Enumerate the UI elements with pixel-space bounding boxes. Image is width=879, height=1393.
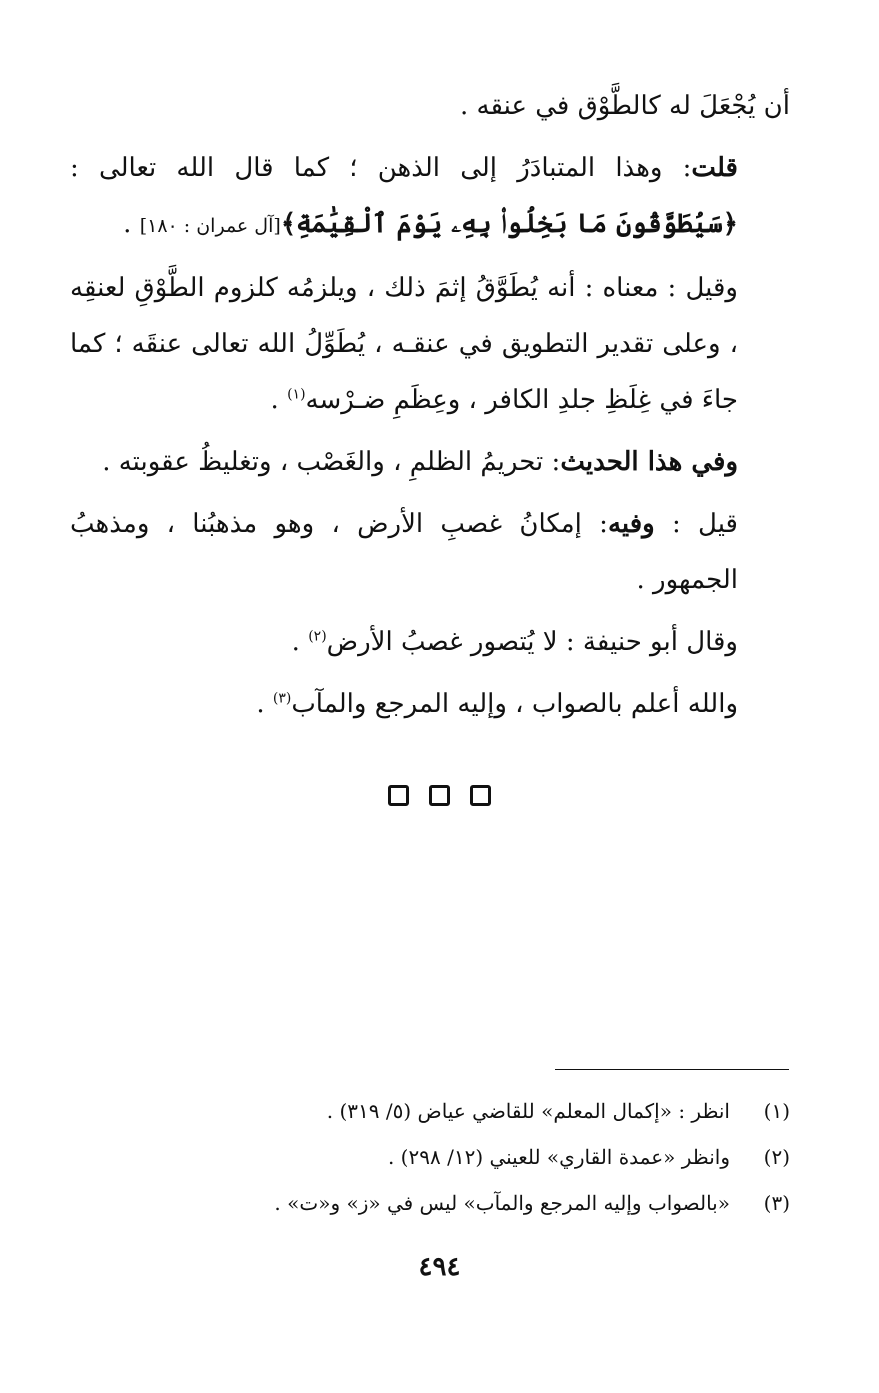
paragraph-4: وفي هذا الحديث: تحريمُ الظلمِ ، والغَصْب ، وتغليظُ عقوبته .	[102, 447, 738, 477]
footnote-marker-2[interactable]: (٢)	[308, 628, 327, 645]
separator-square-icon	[388, 785, 409, 806]
paragraph-4-lead: وفي هذا الحديث	[560, 447, 738, 477]
footnote-text: وانظر «عمدة القاري» للعيني (١٢/ ٢٩٨) .	[387, 1145, 730, 1169]
page-number: ٤٩٤	[418, 1252, 461, 1282]
footnote-2	[70, 1134, 790, 1180]
paragraph-2-lead: قلت	[691, 153, 738, 183]
footnote-marker-1[interactable]: (١)	[287, 386, 306, 403]
main-text	[70, 78, 790, 738]
paragraph-6: وقال أبو حنيفة : لا يُتصور غصبُ الأرض$^{(٢)}$ .	[291, 627, 738, 657]
footnote-1	[70, 1088, 790, 1134]
footnote-3	[70, 1180, 790, 1226]
paragraph-1: أن يُجْعَلَ له كالطَّوْق في عنقه .	[460, 91, 790, 121]
verse-reference: [آل عمران : ١٨٠]	[139, 215, 281, 237]
quran-verse: ﴿سَيُطَوَّقُونَ مَا بَخِلُوا۟ بِهِۦ يَوْمَ ٱلْقِيَٰمَةِ﴾	[280, 209, 738, 239]
footnote-text: «بالصواب وإليه المرجع والمآب» ليس في «ز» و«ت» .	[274, 1191, 730, 1215]
footnote-text: انظر : «إكمال المعلم» للقاضي عياض (٥/ ٣١٩) .	[326, 1099, 730, 1123]
paragraph-3: وقيل : معناه : أنه يُطَوَّقُ إثمَ ذلك ، ويلزمُه كلزوم الطَّوْقِ لعنقِه ، وعلى تقدير التطويق في عنقـه ، يُطَوِّلُ الله تعالى عنقَه ؛ كما جاءَ في غِلَظِ جلدِ الكافر ، وعِظَمِ ضـرْسه$^{(١)}$ .	[70, 273, 738, 415]
footnote-divider	[555, 1069, 789, 1070]
separator-square-icon	[470, 785, 491, 806]
footnote-number: (١)	[763, 1099, 790, 1123]
footnote-number: (٣)	[763, 1191, 790, 1215]
section-separator	[0, 785, 879, 806]
paragraph-5: قيل : وفيه: إمكانُ غصبِ الأرض ، وهو مذهبُنا ، ومذهبُ الجمهور .	[70, 509, 738, 595]
separator-square-icon	[429, 785, 450, 806]
paragraph-5-lead: وفيه	[607, 509, 655, 539]
footnote-marker-3[interactable]: (٣)	[272, 690, 292, 707]
paragraph-2: قلت: وهذا المتبادَرُ إلى الذهن ؛ كما قال الله تعالى : ﴿سَيُطَوَّقُونَ مَا بَخِلُوا۟ بِهِۦ يَوْمَ ٱلْقِيَٰمَةِ﴾[آل عمران : ١٨٠] .	[70, 153, 738, 239]
footnote-number: (٢)	[763, 1145, 790, 1169]
paragraph-7: والله أعلم بالصواب ، وإليه المرجع والمآب$^{(٣)}$ .	[256, 689, 738, 719]
footnotes	[70, 1088, 790, 1226]
